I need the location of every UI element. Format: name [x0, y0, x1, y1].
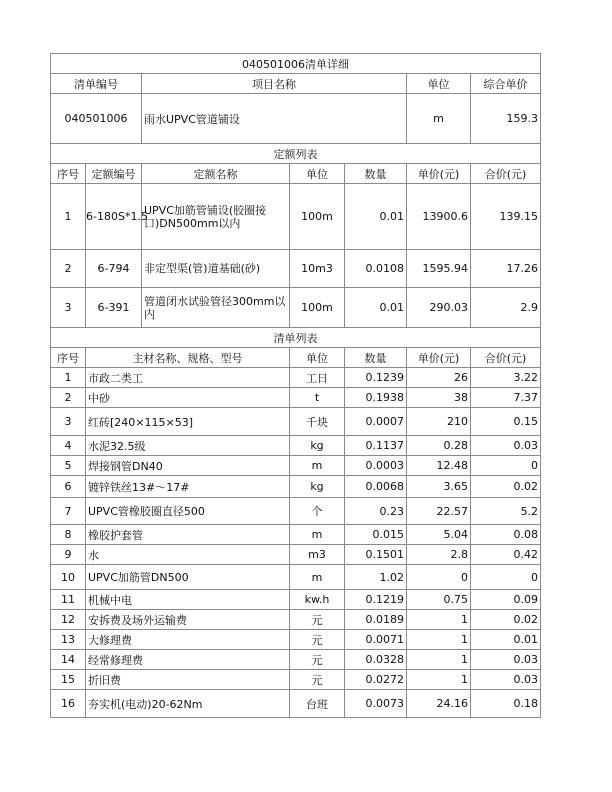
- material-total: 0.03: [471, 650, 541, 670]
- quota-total: 17.26: [471, 250, 541, 288]
- material-row: [51, 498, 541, 525]
- material-unit: kg: [290, 436, 345, 456]
- material-unit-price: 1: [407, 650, 471, 670]
- material-unit: 元: [290, 650, 345, 670]
- quota-qty-header: 数量: [345, 164, 407, 184]
- material-total: 7.37: [471, 388, 541, 408]
- material-unit-price: 12.48: [407, 456, 471, 476]
- quota-code: 6-794: [86, 250, 142, 288]
- quota-total: 2.9: [471, 288, 541, 328]
- quota-unit-price-header: 单价(元): [407, 164, 471, 184]
- material-name: 中砂: [86, 388, 290, 408]
- material-unit-price-header: 单价(元): [407, 348, 471, 368]
- quota-unit: 100m: [290, 288, 345, 328]
- quota-unit-price: 13900.6: [407, 184, 471, 250]
- material-unit-price: 26: [407, 368, 471, 388]
- material-name: 镀锌铁丝13#～17#: [86, 476, 290, 498]
- material-unit: m: [290, 456, 345, 476]
- bill-detail-table: [50, 53, 541, 718]
- material-name: 夯实机(电动)20-62Nm: [86, 690, 290, 718]
- material-row: [51, 590, 541, 610]
- material-section-row: [51, 328, 541, 348]
- material-seq: 7: [51, 498, 86, 525]
- material-row: [51, 565, 541, 590]
- material-name: 市政二类工: [86, 368, 290, 388]
- material-unit-price: 2.8: [407, 545, 471, 565]
- material-total: 0.09: [471, 590, 541, 610]
- material-row: [51, 610, 541, 630]
- material-qty: 0.0328: [345, 650, 407, 670]
- quota-row: [51, 288, 541, 328]
- material-unit-header: 单位: [290, 348, 345, 368]
- material-seq: 8: [51, 525, 86, 545]
- material-unit: 个: [290, 498, 345, 525]
- quota-section-title: 定额列表: [51, 144, 541, 164]
- material-row: [51, 388, 541, 408]
- material-total: 0: [471, 565, 541, 590]
- material-name: UPVC加筋管DN500: [86, 565, 290, 590]
- quota-section-row: [51, 144, 541, 164]
- bill-name: 雨水UPVC管道铺设: [142, 94, 407, 144]
- material-qty-header: 数量: [345, 348, 407, 368]
- material-unit-price: 22.57: [407, 498, 471, 525]
- material-seq: 5: [51, 456, 86, 476]
- quota-seq-header: 序号: [51, 164, 86, 184]
- material-row: [51, 545, 541, 565]
- material-name: 经常修理费: [86, 650, 290, 670]
- material-qty: 0.0073: [345, 690, 407, 718]
- quota-total-header: 合价(元): [471, 164, 541, 184]
- material-seq: 2: [51, 388, 86, 408]
- quota-name-header: 定额名称: [142, 164, 290, 184]
- material-unit-price: 210: [407, 408, 471, 436]
- material-total: 0.02: [471, 476, 541, 498]
- material-seq: 9: [51, 545, 86, 565]
- quota-unit-header: 单位: [290, 164, 345, 184]
- material-unit-price: 0.75: [407, 590, 471, 610]
- quota-seq: 3: [51, 288, 86, 328]
- material-unit-price: 0: [407, 565, 471, 590]
- quota-code: 6-180S*1.5: [86, 184, 142, 250]
- material-total: 0: [471, 456, 541, 476]
- material-qty: 0.1501: [345, 545, 407, 565]
- material-name: 安拆费及场外运输费: [86, 610, 290, 630]
- material-row: [51, 368, 541, 388]
- material-unit-price: 5.04: [407, 525, 471, 545]
- material-unit-price: 3.65: [407, 476, 471, 498]
- quota-unit-price: 1595.94: [407, 250, 471, 288]
- quota-qty: 0.0108: [345, 250, 407, 288]
- material-total: 0.15: [471, 408, 541, 436]
- quota-name: 管道闭水试验管径300mm以内: [142, 288, 290, 328]
- quota-unit: 100m: [290, 184, 345, 250]
- material-seq: 15: [51, 670, 86, 690]
- quota-unit-price: 290.03: [407, 288, 471, 328]
- material-unit: kg: [290, 476, 345, 498]
- material-header-row: [51, 348, 541, 368]
- material-row: [51, 690, 541, 718]
- material-qty: 0.1219: [345, 590, 407, 610]
- material-qty: 0.015: [345, 525, 407, 545]
- bill-unit-header: 单位: [407, 74, 471, 94]
- material-unit-price: 0.28: [407, 436, 471, 456]
- material-total: 0.02: [471, 610, 541, 630]
- material-unit: m: [290, 565, 345, 590]
- quota-qty: 0.01: [345, 288, 407, 328]
- material-name: 橡胶护套管: [86, 525, 290, 545]
- material-qty: 0.1239: [345, 368, 407, 388]
- bill-price-header: 综合单价: [471, 74, 541, 94]
- bill-code-header: 清单编号: [51, 74, 142, 94]
- material-unit: 工日: [290, 368, 345, 388]
- material-total-header: 合价(元): [471, 348, 541, 368]
- material-seq: 1: [51, 368, 86, 388]
- material-unit: kw.h: [290, 590, 345, 610]
- material-total: 0.03: [471, 436, 541, 456]
- material-seq: 10: [51, 565, 86, 590]
- material-unit: t: [290, 388, 345, 408]
- quota-name: UPVC加筋管铺设(胶圈接口)DN500mm以内: [142, 184, 290, 250]
- material-unit: 元: [290, 610, 345, 630]
- material-unit-price: 1: [407, 630, 471, 650]
- quota-unit: 10m3: [290, 250, 345, 288]
- material-row: [51, 476, 541, 498]
- material-name: 折旧费: [86, 670, 290, 690]
- material-unit: 千块: [290, 408, 345, 436]
- quota-seq: 2: [51, 250, 86, 288]
- material-section-title: 清单列表: [51, 328, 541, 348]
- material-seq: 4: [51, 436, 86, 456]
- quota-name: 非定型渠(管)道基础(砂): [142, 250, 290, 288]
- bill-price: 159.3: [471, 94, 541, 144]
- material-name: 红砖[240×115×53]: [86, 408, 290, 436]
- material-total: 3.22: [471, 368, 541, 388]
- material-total: 0.18: [471, 690, 541, 718]
- bill-row: [51, 94, 541, 144]
- bill-name-header: 项目名称: [142, 74, 407, 94]
- material-qty: 0.0003: [345, 456, 407, 476]
- material-unit: 台班: [290, 690, 345, 718]
- title-row: [51, 54, 541, 74]
- material-unit-price: 38: [407, 388, 471, 408]
- material-seq-header: 序号: [51, 348, 86, 368]
- quota-code-header: 定额编号: [86, 164, 142, 184]
- material-qty: 0.0068: [345, 476, 407, 498]
- material-row: [51, 670, 541, 690]
- material-qty: 0.0071: [345, 630, 407, 650]
- material-seq: 6: [51, 476, 86, 498]
- material-unit: 元: [290, 670, 345, 690]
- quota-header-row: [51, 164, 541, 184]
- material-row: [51, 436, 541, 456]
- material-unit: m: [290, 525, 345, 545]
- material-seq: 14: [51, 650, 86, 670]
- material-seq: 13: [51, 630, 86, 650]
- material-row: [51, 525, 541, 545]
- material-row: [51, 408, 541, 436]
- material-seq: 3: [51, 408, 86, 436]
- material-qty: 0.23: [345, 498, 407, 525]
- material-qty: 0.1137: [345, 436, 407, 456]
- quota-code: 6-391: [86, 288, 142, 328]
- material-qty: 1.02: [345, 565, 407, 590]
- material-qty: 0.0272: [345, 670, 407, 690]
- material-total: 0.42: [471, 545, 541, 565]
- material-unit-price: 24.16: [407, 690, 471, 718]
- material-unit-price: 1: [407, 670, 471, 690]
- material-total: 0.03: [471, 670, 541, 690]
- material-name: 水泥32.5级: [86, 436, 290, 456]
- bill-header-row: [51, 74, 541, 94]
- material-total: 5.2: [471, 498, 541, 525]
- quota-total: 139.15: [471, 184, 541, 250]
- material-qty: 0.0007: [345, 408, 407, 436]
- material-unit: m3: [290, 545, 345, 565]
- material-name: 水: [86, 545, 290, 565]
- material-name: 焊接钢管DN40: [86, 456, 290, 476]
- material-qty: 0.1938: [345, 388, 407, 408]
- quota-seq: 1: [51, 184, 86, 250]
- material-qty: 0.0189: [345, 610, 407, 630]
- material-total: 0.01: [471, 630, 541, 650]
- material-unit: 元: [290, 630, 345, 650]
- material-name: 大修理费: [86, 630, 290, 650]
- table-title: 040501006清单详细: [51, 54, 541, 74]
- material-row: [51, 630, 541, 650]
- material-name-header: 主材名称、规格、型号: [86, 348, 290, 368]
- material-name: UPVC管橡胶圈直径500: [86, 498, 290, 525]
- material-total: 0.08: [471, 525, 541, 545]
- material-row: [51, 456, 541, 476]
- quota-qty: 0.01: [345, 184, 407, 250]
- bill-code: 040501006: [51, 94, 142, 144]
- material-row: [51, 650, 541, 670]
- material-unit-price: 1: [407, 610, 471, 630]
- material-name: 机械中电: [86, 590, 290, 610]
- bill-unit: m: [407, 94, 471, 144]
- quota-row: [51, 250, 541, 288]
- material-seq: 16: [51, 690, 86, 718]
- quota-row: [51, 184, 541, 250]
- material-seq: 11: [51, 590, 86, 610]
- material-seq: 12: [51, 610, 86, 630]
